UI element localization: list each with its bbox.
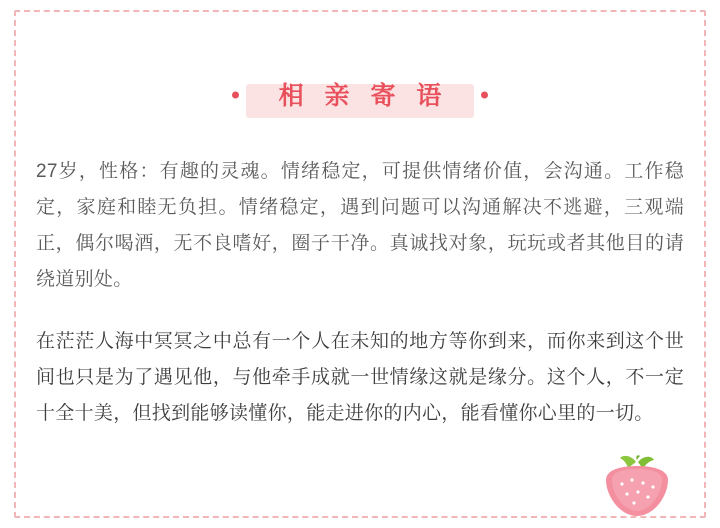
title-dot-left-icon bbox=[232, 92, 239, 99]
paragraph-message: 在茫茫人海中冥冥之中总有一个人在未知的地方等你到来，而你来到这个世间也只是为了遇见他，与他牵手成就一世情缘这就是缘分。这个人，不一定十全十美，但找到能够读懂你，能走进你的内心，能看懂你心里的一切。 bbox=[36, 331, 684, 424]
page-title bbox=[246, 70, 475, 120]
title-dot-right-icon bbox=[481, 92, 488, 99]
paragraph-profile: 27岁，性格：有趣的灵魂。情绪稳定，可提供情绪价值，会沟通。工作稳定，家庭和睦无负担。情绪稳定，遇到问题可以沟通解决不逃避，三观端正，偶尔喝酒，无不良嗜好，圈子干净。真诚找对象，玩玩或者其他目的请绕道别处。 bbox=[36, 161, 684, 290]
strawberry-icon bbox=[598, 454, 676, 516]
title-text: 相 亲 寄 语 bbox=[278, 82, 449, 110]
title-block bbox=[36, 70, 684, 120]
content-area bbox=[36, 24, 684, 504]
